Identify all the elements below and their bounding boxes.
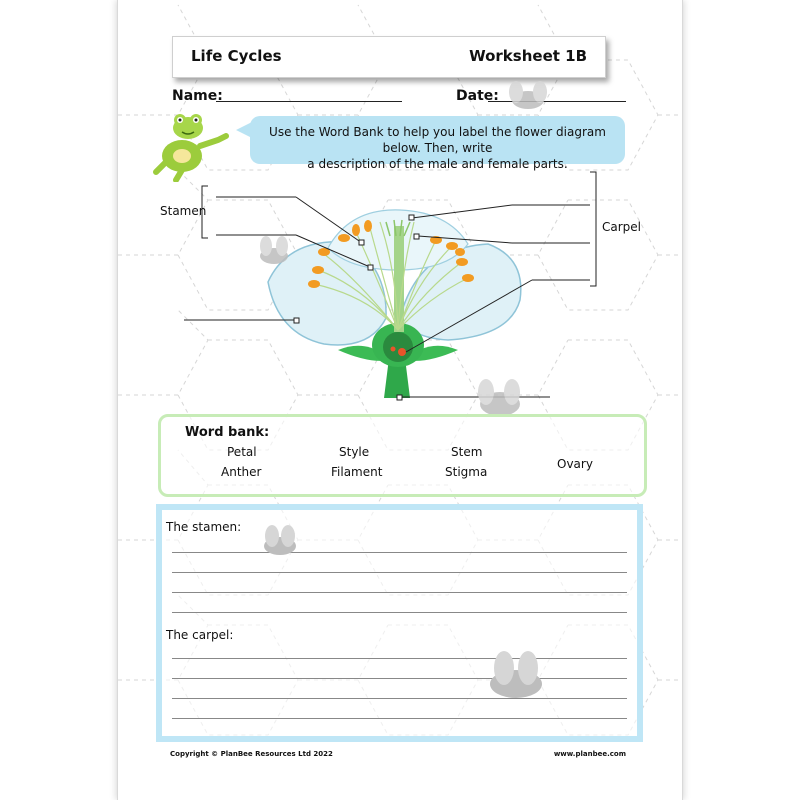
instructions-line-2: a description of the male and female parts. [307, 157, 568, 171]
stamen-writing-line[interactable] [172, 592, 627, 593]
description-box [156, 504, 643, 742]
word-anther: Anther [221, 465, 262, 479]
worksheet-page [118, 0, 682, 800]
date-label: Date: [456, 88, 499, 104]
stamen-writing-line[interactable] [172, 552, 627, 553]
name-label: Name: [172, 88, 223, 104]
word-stigma: Stigma [445, 465, 488, 479]
stamen-writing-line[interactable] [172, 612, 627, 613]
word-bank [158, 414, 647, 497]
word-stem: Stem [451, 445, 483, 459]
worksheet-number: Worksheet 1B [469, 47, 587, 65]
pointer-arrow-anther [296, 197, 362, 243]
word-bank-title: Word bank: [185, 425, 270, 440]
bee-watermark-icon [478, 648, 554, 708]
stamen-prompt: The stamen: [166, 520, 242, 534]
stamen-writing-line[interactable] [172, 572, 627, 573]
carpel-label: Carpel [602, 220, 641, 234]
carpel-writing-line[interactable] [172, 718, 627, 719]
carpel-writing-line[interactable] [172, 658, 627, 659]
word-ovary: Ovary [557, 457, 593, 471]
carpel-bracket [590, 172, 596, 286]
carpel-writing-line[interactable] [172, 678, 627, 679]
instructions-line-1: Use the Word Bank to help you label the flower diagram below. Then, write [269, 125, 606, 155]
stamen-label: Stamen [160, 204, 207, 218]
carpel-writing-line[interactable] [172, 698, 627, 699]
bee-watermark-icon [258, 522, 304, 562]
worksheet-title: Life Cycles [191, 47, 282, 65]
word-petal: Petal [227, 445, 257, 459]
copyright-text: Copyright © PlanBee Resources Ltd 2022 [170, 750, 333, 758]
word-filament: Filament [331, 465, 383, 479]
pointer-arrow-stigma [412, 205, 512, 218]
carpel-prompt: The carpel: [166, 628, 234, 642]
website-text[interactable]: www.planbee.com [553, 750, 626, 758]
word-style: Style [339, 445, 370, 459]
